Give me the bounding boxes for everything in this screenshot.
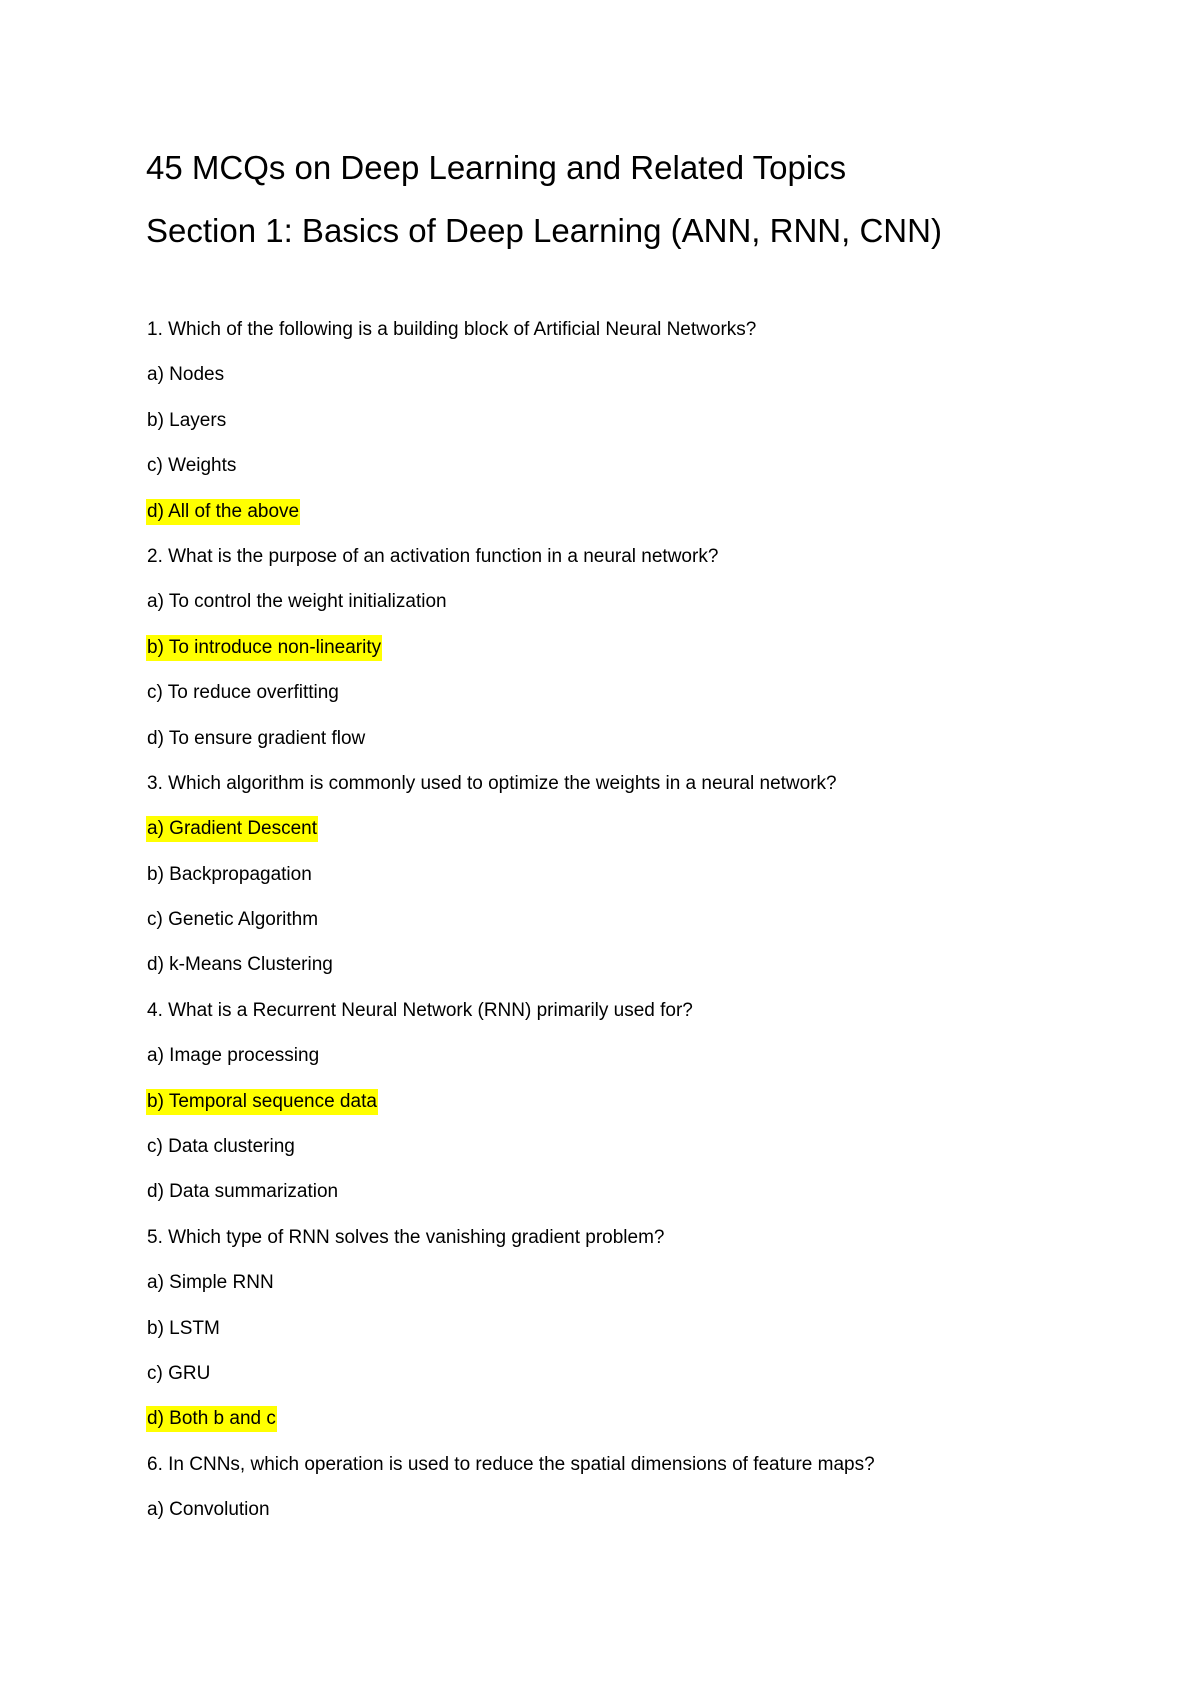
question-text (146, 771, 1106, 816)
question-label: 3. Which algorithm is commonly used to optimize the weights in a neural network? (147, 772, 837, 794)
answer-text: a) To control the weight initialization (147, 591, 447, 613)
correct-answer-option (146, 1089, 1106, 1134)
answer-option (146, 1316, 1106, 1361)
correct-answer-option (146, 499, 1106, 544)
answer-text: a) Simple RNN (147, 1272, 274, 1294)
answer-option (146, 680, 1106, 725)
correct-answer-option (146, 635, 1106, 680)
answer-text: a) Convolution (147, 1499, 270, 1521)
section-title: Section 1: Basics of Deep Learning (ANN, RNN, CNN) (146, 212, 942, 249)
correct-answer-option (146, 816, 1106, 861)
highlighted-answer-text: b) Temporal sequence data (146, 1089, 378, 1115)
answer-text: c) To reduce overfitting (147, 682, 339, 704)
answer-option (146, 1134, 1106, 1179)
answer-option (146, 1043, 1106, 1088)
highlighted-answer-text: b) To introduce non-linearity (146, 635, 382, 661)
question-label: 5. Which type of RNN solves the vanishing gradient problem? (147, 1226, 665, 1248)
answer-text: b) Layers (147, 409, 227, 431)
question-label: 4. What is a Recurrent Neural Network (RNN) primarily used for? (147, 999, 693, 1021)
answer-text: d) To ensure gradient flow (147, 727, 366, 749)
question-list (146, 317, 1106, 1543)
answer-text: c) Weights (147, 455, 237, 477)
answer-text: b) LSTM (147, 1317, 220, 1339)
answer-text: c) Genetic Algorithm (147, 909, 319, 931)
answer-option (146, 862, 1106, 907)
highlighted-answer-text: d) Both b and c (146, 1406, 277, 1432)
answer-option (146, 1361, 1106, 1406)
answer-option (146, 408, 1106, 453)
question-label: 2. What is the purpose of an activation function in a neural network? (147, 545, 719, 567)
answer-text: d) Data summarization (147, 1181, 339, 1203)
question-text (146, 1452, 1106, 1497)
document-title: 45 MCQs on Deep Learning and Related Topics (146, 149, 847, 186)
highlighted-answer-text: a) Gradient Descent (146, 816, 318, 842)
answer-option (146, 453, 1106, 498)
answer-option (146, 1497, 1106, 1542)
question-text (146, 544, 1106, 589)
answer-text: a) Nodes (147, 364, 225, 386)
answer-text: d) k-Means Clustering (147, 954, 333, 976)
question-text (146, 998, 1106, 1043)
highlighted-answer-text: d) All of the above (146, 499, 300, 525)
question-text (146, 317, 1106, 362)
question-label: 6. In CNNs, which operation is used to reduce the spatial dimensions of feature maps? (147, 1453, 875, 1475)
answer-option (146, 907, 1106, 952)
correct-answer-option (146, 1406, 1106, 1451)
answer-option (146, 726, 1106, 771)
answer-text: c) GRU (147, 1362, 211, 1384)
answer-option (146, 952, 1106, 997)
answer-option (146, 589, 1106, 634)
answer-option (146, 362, 1106, 407)
answer-text: b) Backpropagation (147, 863, 312, 885)
answer-text: a) Image processing (147, 1045, 320, 1067)
answer-option (146, 1179, 1106, 1224)
question-text (146, 1225, 1106, 1270)
answer-text: c) Data clustering (147, 1136, 295, 1158)
question-label: 1. Which of the following is a building block of Artificial Neural Networks? (147, 319, 757, 340)
answer-option (146, 1270, 1106, 1315)
